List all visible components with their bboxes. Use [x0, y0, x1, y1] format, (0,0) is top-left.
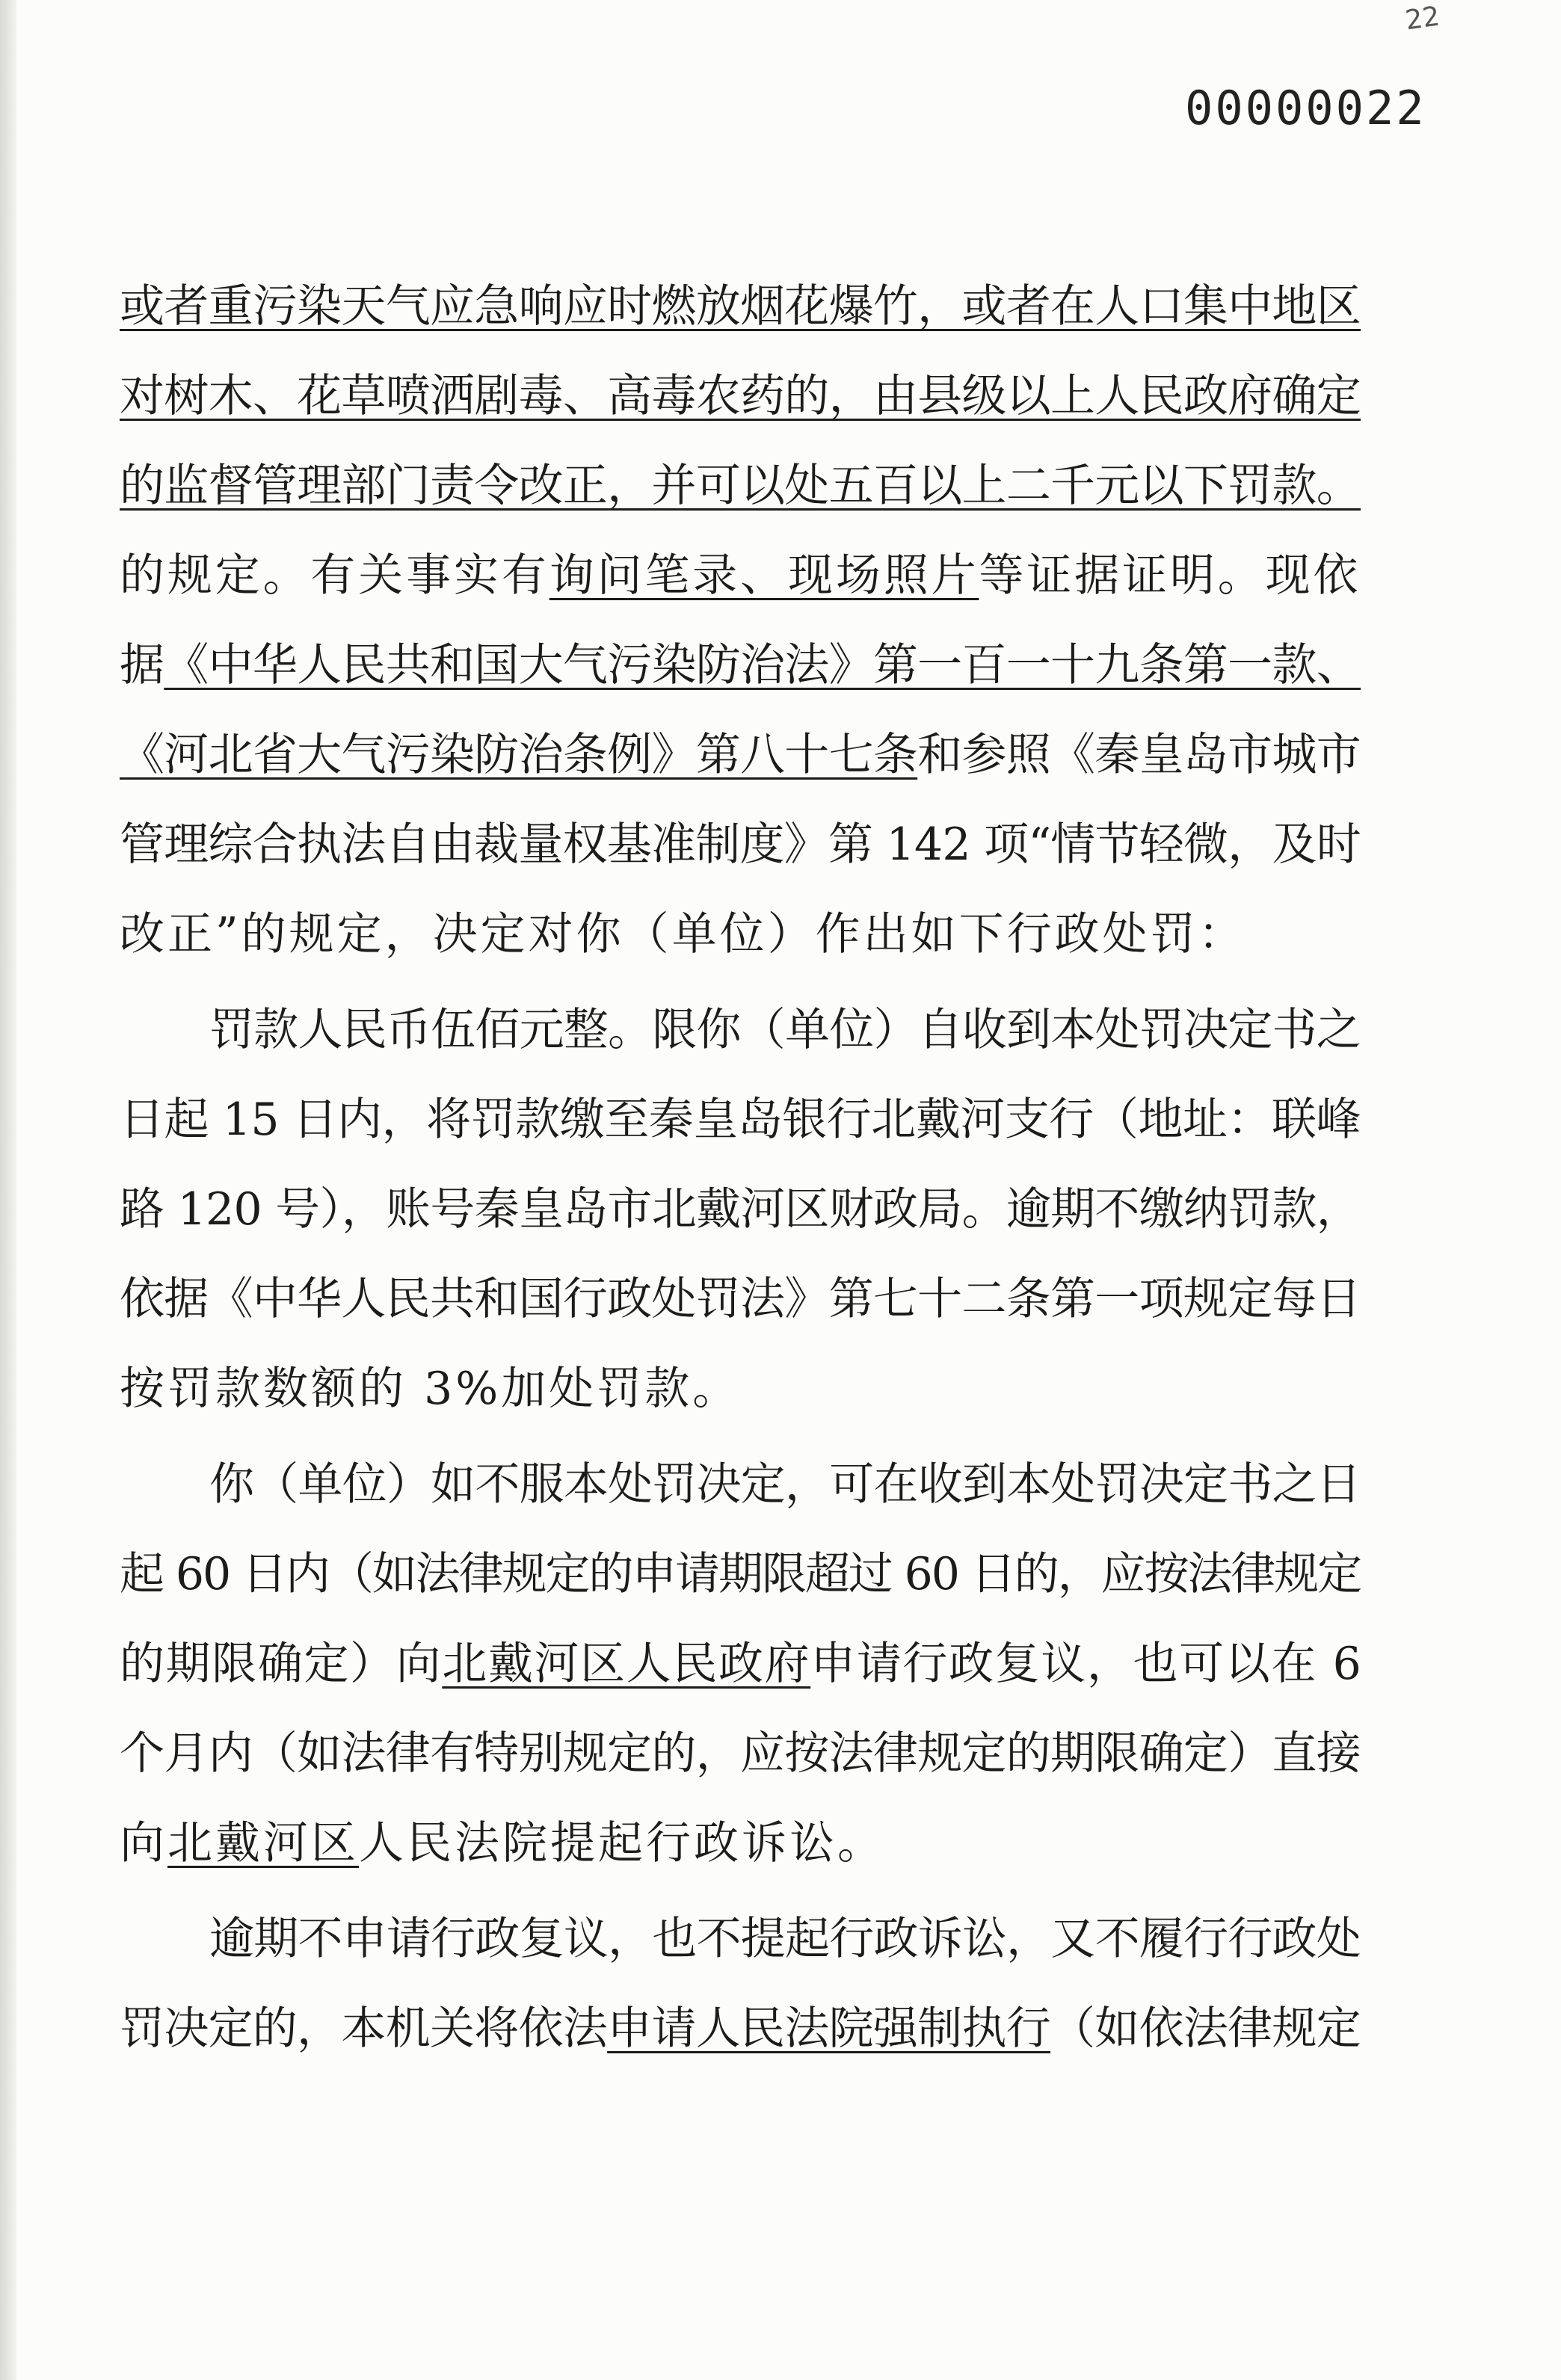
text-segment: 罚决定的，本机关将依法 [120, 2003, 608, 2055]
text-line [120, 277, 1361, 336]
text-segment: 罚款人民币伍佰元整。限你（单位）自收到本处罚决定书之 [209, 1004, 1361, 1056]
text-segment: 改正”的规定，决定对你（单位）作出如下行政处罚： [120, 908, 1246, 961]
text-segment: 的期限确定）向 [120, 1638, 443, 1690]
text-line [120, 1813, 885, 1873]
text-line [120, 366, 1361, 426]
underlined-fill-in-text: 北戴河区人民政府 [442, 1638, 811, 1690]
text-line [120, 815, 1361, 875]
text-line [120, 1724, 1361, 1784]
text-segment: 逾期不申请行政复议，也不提起行政诉讼，又不履行行政处 [209, 1913, 1361, 1965]
text-segment: 路 120 号），账号秦皇岛市北戴河区财政局。逾期不缴纳罚款， [120, 1183, 1361, 1236]
text-line [120, 725, 1361, 785]
text-line [209, 1909, 1361, 1969]
text-line [120, 1359, 740, 1419]
underlined-fill-in-text: 询问笔录、现场照片 [549, 549, 979, 602]
text-segment: 的规定。有关事实有 [120, 549, 549, 602]
text-line [120, 1269, 1361, 1329]
text-segment: 按罚款数额的 3%加处罚款。 [120, 1363, 741, 1415]
text-segment: 和参照《秦皇岛市城市 [917, 729, 1361, 781]
text-line [209, 1000, 1361, 1060]
text-line [120, 1634, 1362, 1694]
underlined-fill-in-text: 对树木、花草喷洒剧毒、高毒农药的，由县级以上人民政府确定 [120, 370, 1361, 422]
text-segment: 人民法院提起行政诉讼。 [359, 1817, 885, 1869]
underlined-fill-in-text: 《中华人民共和国大气污染防治法》第一百一十九条第一款、 [164, 639, 1361, 691]
text-line [120, 456, 1361, 516]
text-segment: 依据《中华人民共和国行政处罚法》第七十二条第一项规定每日 [120, 1273, 1361, 1325]
scanned-page-edge [0, 0, 16, 2380]
text-segment: 申请行政复议，也可以在 6 [810, 1638, 1363, 1690]
text-line [120, 1090, 1361, 1150]
underlined-fill-in-text: 申请人民法院强制执行 [607, 2003, 1051, 2055]
underlined-fill-in-text: 的监督管理部门责令改正，并可以处五百以上二千元以下罚款。 [120, 460, 1361, 512]
text-line [120, 904, 1246, 964]
text-line [120, 635, 1361, 695]
underlined-fill-in-text: 北戴河区 [167, 1817, 359, 1869]
text-line [120, 1544, 1361, 1604]
text-line [120, 1999, 1361, 2059]
text-segment: 起 60 日内（如法律规定的申请期限超过 60 日的，应按法律规定 [120, 1548, 1361, 1600]
text-segment: 个月内（如法律有特别规定的，应按法律规定的期限确定）直接 [120, 1727, 1361, 1780]
text-segment: 等证据证明。现依 [979, 549, 1361, 602]
text-segment: 你（单位）如不服本处罚决定，可在收到本处罚决定书之日 [209, 1458, 1361, 1511]
text-segment: 管理综合执法自由裁量权基准制度》第 142 项“情节轻微，及时 [120, 818, 1361, 871]
text-line [209, 1455, 1361, 1514]
text-segment: 据 [120, 639, 164, 691]
underlined-fill-in-text: 《河北省大气污染防治条例》第八十七条 [120, 729, 918, 781]
document-serial-number: 00000022 [1185, 81, 1426, 135]
handwritten-page-mark: 22 [1403, 1, 1442, 37]
underlined-fill-in-text: 或者重污染天气应急响应时燃放烟花爆竹，或者在人口集中地区 [120, 280, 1361, 333]
text-segment: （如依法律规定 [1050, 2003, 1361, 2055]
text-line [120, 546, 1361, 605]
text-segment: 向 [120, 1817, 167, 1869]
text-line [120, 1180, 1361, 1239]
text-segment: 日起 15 日内，将罚款缴至秦皇岛银行北戴河支行（地址：联峰 [120, 1094, 1361, 1146]
